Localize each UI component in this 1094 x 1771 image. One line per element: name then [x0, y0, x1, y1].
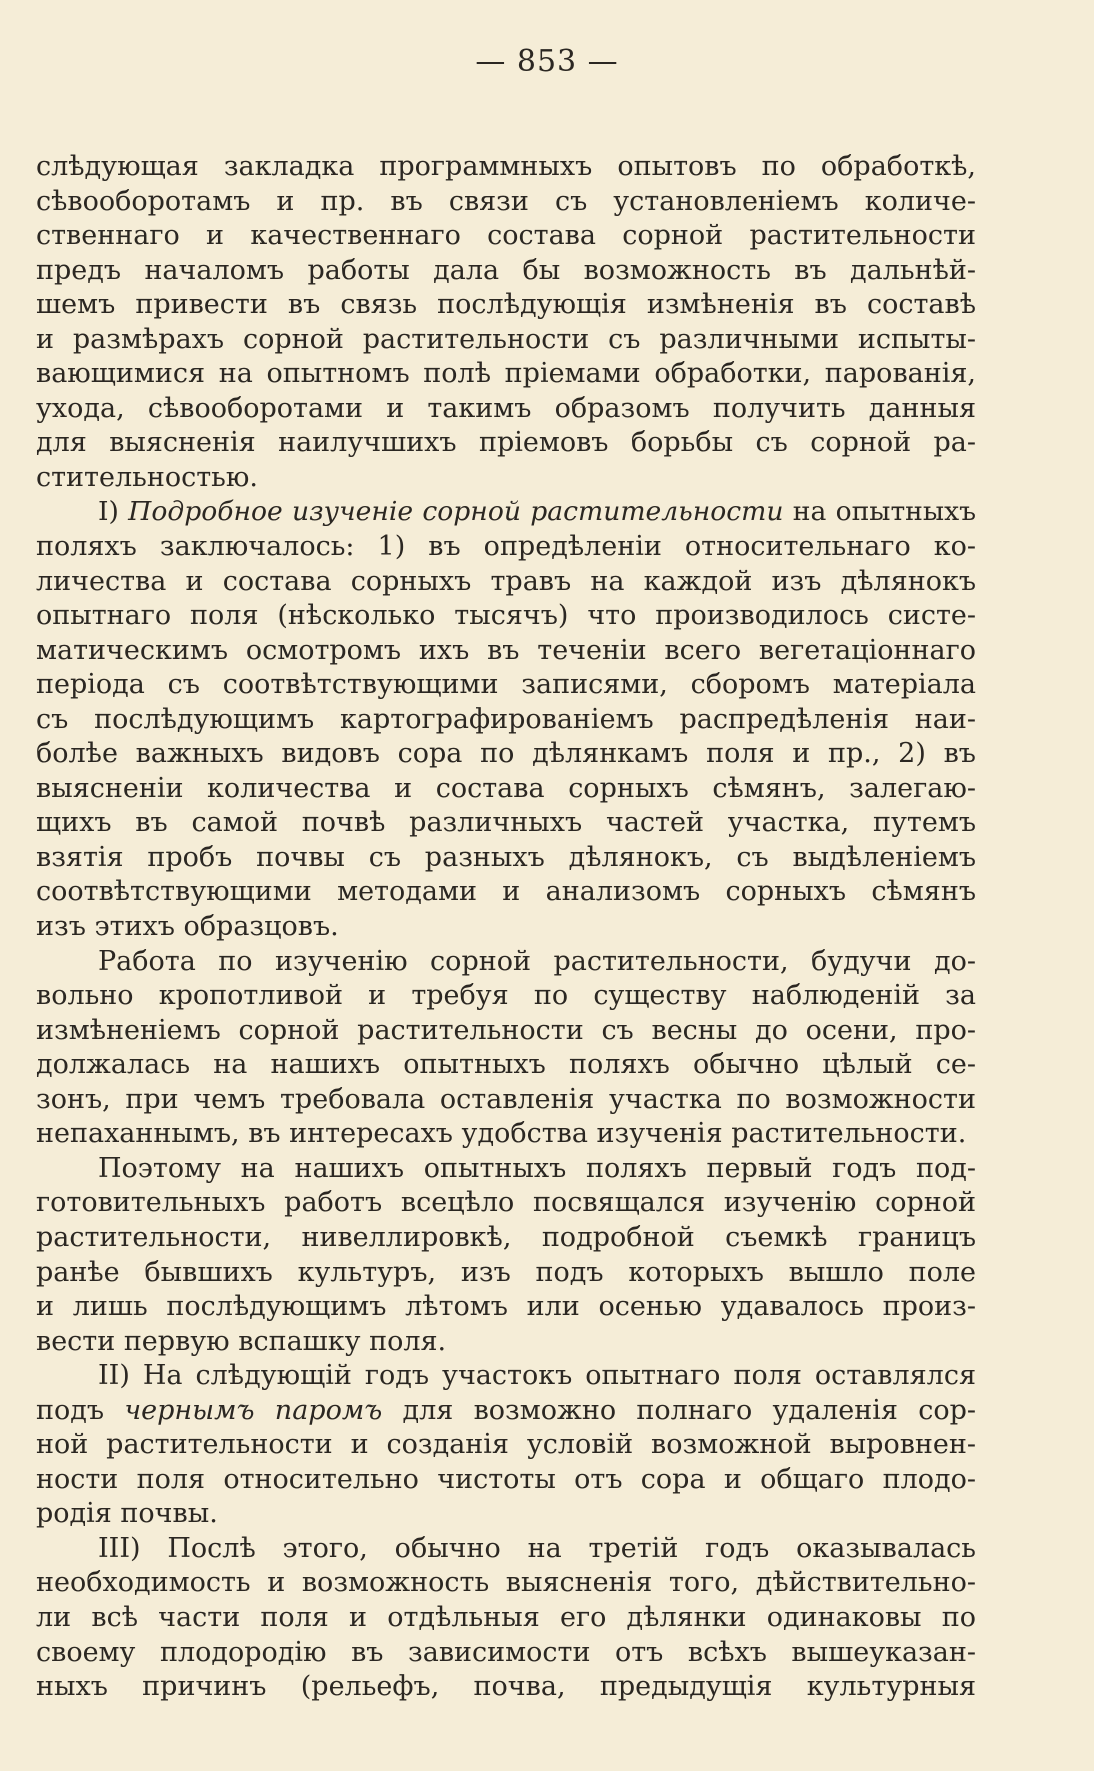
- text-line: [36, 357, 976, 392]
- text-segment: опытнаго поля (нѣсколько тысячъ) что производилось систе-: [36, 600, 976, 632]
- text-line: [36, 1636, 976, 1671]
- text-segment: стительностью.: [36, 461, 258, 493]
- text-segment: сѣвооборотамъ и пр. въ связи съ установленіемъ количе-: [36, 185, 976, 217]
- text-line: [36, 1083, 976, 1118]
- text-line: [36, 530, 976, 565]
- text-line: [36, 599, 976, 634]
- text-segment: предъ началомъ работы дала бы возможность въ дальнѣй-: [36, 254, 976, 286]
- text-line: [36, 875, 976, 910]
- text-segment: поляхъ заключалось: 1) въ опредѣленіи относительнаго ко-: [36, 531, 976, 563]
- text-segment: I): [98, 496, 129, 528]
- text-line: [36, 150, 976, 185]
- text-line: [36, 979, 976, 1014]
- text-line: [36, 185, 976, 220]
- text-line: [36, 1290, 976, 1325]
- text-line: [36, 1014, 976, 1049]
- text-line: [36, 1497, 976, 1532]
- text-line: [36, 1359, 976, 1394]
- text-segment: ли всѣ части поля и отдѣльныя его дѣлянки одинаковы по: [36, 1601, 976, 1633]
- text-line: [36, 910, 976, 945]
- text-segment: Работа по изученію сорной растительности, будучи до-: [98, 945, 976, 977]
- text-segment: готовительныхъ работъ всецѣло посвящался изученію сорной: [36, 1187, 976, 1219]
- text-segment: ранѣе бывшихъ культуръ, изъ подъ которыхъ вышло поле: [36, 1256, 976, 1288]
- text-line: [36, 1325, 976, 1360]
- text-segment: II) На слѣдующій годъ участокъ опытнаго поля оставлялся: [98, 1360, 976, 1392]
- text-segment: ухода, сѣвооборотами и такимъ образомъ получить данныя: [36, 392, 976, 424]
- text-segment: непаханнымъ, въ интересахъ удобства изученія растительности.: [36, 1118, 967, 1150]
- text-segment: съ послѣдующимъ картографированіемъ распредѣленія наи-: [36, 703, 976, 735]
- text-segment: слѣдующая закладка программныхъ опытовъ по обработкѣ,: [36, 151, 976, 182]
- text-line: [36, 219, 976, 254]
- text-segment: для возможно полнаго удаленія сор-: [382, 1394, 976, 1426]
- text-segment: ственнаго и качественнаго состава сорной растительности: [36, 220, 976, 252]
- text-line: [36, 1048, 976, 1083]
- text-segment: личества и состава сорныхъ травъ на каждой изъ дѣлянокъ: [36, 565, 976, 597]
- text-line: [36, 1221, 976, 1256]
- italic-term: чернымъ паромъ: [124, 1394, 383, 1426]
- text-segment: измѣненіемъ сорной растительности съ весны до осени, про-: [36, 1014, 976, 1046]
- text-line: [36, 1601, 976, 1636]
- text-line: [36, 703, 976, 738]
- text-segment: родія почвы.: [36, 1498, 218, 1530]
- text-line: [36, 323, 976, 358]
- text-line: [36, 1428, 976, 1463]
- text-line: [36, 1463, 976, 1498]
- text-segment: ности поля относительно чистоты отъ сора и общаго плодо-: [36, 1463, 976, 1495]
- text-line: [36, 1566, 976, 1601]
- text-segment: зонъ, при чемъ требовала оставленія участка по возможности: [36, 1083, 976, 1115]
- text-segment: должалась на нашихъ опытныхъ поляхъ обычно цѣлый се-: [36, 1049, 976, 1081]
- text-line: [36, 565, 976, 600]
- text-segment: растительности, нивеллировкѣ, подробной съемкѣ границъ: [36, 1221, 976, 1253]
- text-segment: матическимъ осмотромъ ихъ въ теченіи всего вегетаціоннаго: [36, 634, 976, 666]
- text-segment: болѣе важныхъ видовъ сора по дѣлянкамъ поля и пр., 2) въ: [36, 738, 976, 770]
- text-segment: необходимость и возможность выясненія того, дѣйствительно-: [36, 1567, 976, 1599]
- text-segment: ныхъ причинъ (рельефъ, почва, предыдущія культурныя: [36, 1671, 976, 1703]
- text-segment: своему плодородію въ зависимости отъ всѣхъ вышеуказан-: [36, 1636, 976, 1668]
- text-line: [36, 426, 976, 461]
- text-line: [36, 1117, 976, 1152]
- italic-heading: Подробное изученіе сорной растительности: [128, 496, 784, 528]
- text-segment: вающимися на опытномъ полѣ пріемами обработки, парованія,: [36, 358, 976, 390]
- text-line: [36, 1394, 976, 1429]
- text-segment: III) Послѣ этого, обычно на третій годъ оказывалась: [98, 1532, 976, 1564]
- text-segment: вести первую вспашку поля.: [36, 1325, 447, 1357]
- text-segment: для выясненія наилучшихъ пріемовъ борьбы съ сорной ра-: [36, 427, 976, 459]
- body-text: [36, 150, 976, 1705]
- text-segment: и размѣрахъ сорной растительности съ различными испыты-: [36, 323, 976, 355]
- text-segment: подъ: [36, 1394, 125, 1426]
- text-segment: ной растительности и созданія условій возможной выровнен-: [36, 1429, 976, 1461]
- text-line: [36, 1186, 976, 1221]
- text-line: [36, 1670, 976, 1705]
- text-segment: на опытныхъ: [783, 496, 976, 528]
- text-line: [36, 461, 976, 496]
- text-segment: и лишь послѣдующимъ лѣтомъ или осенью удавалось произ-: [36, 1291, 976, 1323]
- text-segment: взятія пробъ почвы съ разныхъ дѣлянокъ, съ выдѣленіемъ: [36, 841, 976, 873]
- text-line: [36, 1256, 976, 1291]
- text-line: [36, 495, 976, 530]
- text-line: [36, 668, 976, 703]
- text-line: [36, 772, 976, 807]
- text-line: [36, 288, 976, 323]
- text-segment: соотвѣтствующими методами и анализомъ сорныхъ сѣмянъ: [36, 876, 976, 908]
- text-line: [36, 806, 976, 841]
- text-line: [36, 945, 976, 980]
- text-segment: изъ этихъ образцовъ.: [36, 911, 339, 943]
- text-segment: выясненіи количества и состава сорныхъ сѣмянъ, залегаю-: [36, 772, 976, 804]
- text-line: [36, 634, 976, 669]
- page-number: — 853 —: [475, 44, 619, 79]
- text-line: [36, 1532, 976, 1567]
- text-segment: періода съ соотвѣтствующими записями, сборомъ матеріала: [36, 669, 976, 701]
- text-segment: Поэтому на нашихъ опытныхъ поляхъ первый годъ под-: [98, 1152, 976, 1184]
- text-line: [36, 841, 976, 876]
- text-line: [36, 737, 976, 772]
- text-line: [36, 392, 976, 427]
- text-segment: шемъ привести въ связь послѣдующія измѣненія въ составѣ: [36, 289, 976, 321]
- text-line: [36, 254, 976, 289]
- text-segment: вольно кропотливой и требуя по существу наблюденій за: [36, 980, 976, 1012]
- text-segment: щихъ въ самой почвѣ различныхъ частей участка, путемъ: [36, 807, 976, 839]
- text-line: [36, 1152, 976, 1187]
